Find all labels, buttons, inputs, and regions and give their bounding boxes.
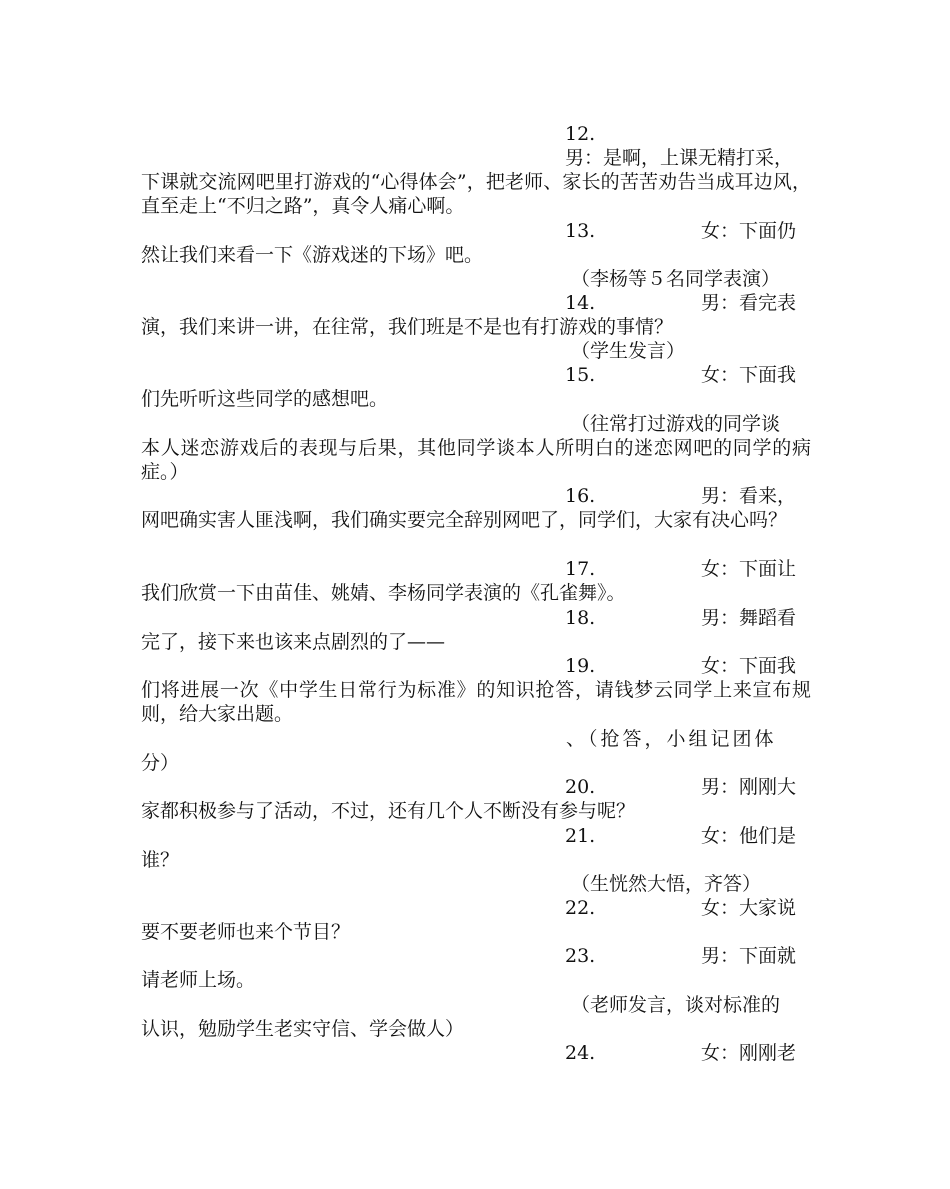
stage-note-text: （李杨等５名同学表演） bbox=[571, 268, 781, 290]
entry-continuation: 网吧确实害人匪浅啊，我们确实要完全辞别网吧了，同学们，大家有决心吗？ bbox=[141, 509, 788, 531]
script-entry-16 bbox=[141, 484, 811, 532]
entry-number: 19. bbox=[565, 655, 596, 677]
entry-continuation: 谁？ bbox=[141, 849, 180, 871]
script-entry-18 bbox=[141, 606, 811, 654]
entry-number: 14. bbox=[565, 292, 596, 314]
entry-number: 17. bbox=[565, 558, 596, 580]
stage-note-text: （学生发言） bbox=[571, 340, 686, 362]
entry-number: 12. bbox=[565, 123, 596, 145]
entry-speaker-line: 女：大家说 bbox=[701, 897, 797, 919]
entry-number: 18. bbox=[565, 607, 596, 629]
script-entry-17 bbox=[141, 557, 811, 605]
entry-number: 13. bbox=[565, 220, 596, 242]
stage-note-continuation: 分） bbox=[141, 752, 180, 774]
entry-speaker-line: 男：下面就 bbox=[701, 945, 797, 967]
entry-continuation: 们先听听这些同学的感想吧。 bbox=[141, 388, 389, 410]
entry-number: 22. bbox=[565, 897, 596, 919]
script-entry-22 bbox=[141, 896, 811, 944]
script-entry-21 bbox=[141, 824, 811, 872]
entry-number: 24. bbox=[565, 1042, 596, 1064]
entry-continuation: 演，我们来讲一讲，在往常，我们班是不是也有打游戏的事情？ bbox=[141, 316, 674, 338]
stage-note bbox=[141, 339, 811, 363]
entry-speaker-line: 女：他们是 bbox=[701, 825, 797, 847]
script-entry-15 bbox=[141, 363, 811, 411]
script-entry-13 bbox=[141, 219, 811, 267]
stage-note bbox=[141, 727, 811, 775]
entry-continuation: 们将进展一次《中学生日常行为标准》的知识抢答，请钱梦云同学上来宣布规则，给大家出题。 bbox=[141, 679, 811, 725]
stage-note bbox=[141, 267, 811, 291]
entry-continuation: 请老师上场。 bbox=[141, 969, 256, 991]
script-entry-12 bbox=[141, 122, 811, 218]
entry-speaker-line: 男：看完表 bbox=[701, 292, 797, 314]
stage-note-continuation: 认识，勉励学生老实守信、学会做人） bbox=[141, 1018, 465, 1040]
entry-number: 21. bbox=[565, 825, 596, 847]
entry-continuation: 我们欣赏一下由苗佳、姚婧、李杨同学表演的《孔雀舞》。 bbox=[141, 582, 626, 604]
script-entry-14 bbox=[141, 291, 811, 339]
entry-speaker-line: 女：下面让 bbox=[701, 558, 797, 580]
entry-speaker-line: 男：舞蹈看 bbox=[701, 607, 797, 629]
entry-number: 20. bbox=[565, 776, 596, 798]
stage-note-continuation: 本人迷恋游戏后的表现与后果，其他同学谈本人所明白的迷恋网吧的同学的病症。） bbox=[141, 437, 811, 483]
script-entry-23 bbox=[141, 944, 811, 992]
script-entry-24 bbox=[141, 1041, 811, 1065]
stage-note bbox=[141, 872, 811, 896]
stage-note-text: （往常打过游戏的同学谈 bbox=[571, 413, 781, 435]
entry-speaker-line: 女：下面我 bbox=[701, 655, 797, 677]
entry-speaker-line: 男：看来， bbox=[701, 485, 797, 507]
entry-number: 16. bbox=[565, 485, 596, 507]
entry-speaker-line: 女：下面仍 bbox=[701, 220, 797, 242]
stage-note-text: （老师发言，谈对标准的 bbox=[571, 994, 781, 1016]
entry-speaker-line: 女：刚刚老 bbox=[701, 1042, 797, 1064]
entry-number: 15. bbox=[565, 364, 596, 386]
stage-note bbox=[141, 993, 811, 1041]
entry-continuation: 家都积极参与了活动，不过，还有几个人不断没有参与呢？ bbox=[141, 800, 636, 822]
entry-speaker-line: 女：下面我 bbox=[701, 364, 797, 386]
entry-number: 23. bbox=[565, 945, 596, 967]
stage-note bbox=[141, 412, 811, 484]
entry-continuation: 要不要老师也来个节目？ bbox=[141, 921, 351, 943]
entry-speaker-line: 男：是啊，上课无精打采， bbox=[565, 147, 794, 169]
stage-note-text: 、（抢答，小组记团体 bbox=[566, 728, 777, 750]
stage-note-text: （生恍然大悟，齐答） bbox=[571, 873, 762, 895]
entry-speaker-line: 男：刚刚大 bbox=[701, 776, 797, 798]
entry-continuation: 然让我们来看一下《游戏迷的下场》吧。 bbox=[141, 244, 484, 266]
entry-continuation: 下课就交流网吧里打游戏的“心得体会”，把老师、家长的苦苦劝告当成耳边风，直至走上“不归之路”，真令人痛心啊。 bbox=[141, 171, 811, 217]
script-entry-20 bbox=[141, 775, 811, 823]
entry-continuation: 完了，接下来也该来点剧烈的了—— bbox=[141, 631, 446, 653]
script-entry-19 bbox=[141, 654, 811, 726]
